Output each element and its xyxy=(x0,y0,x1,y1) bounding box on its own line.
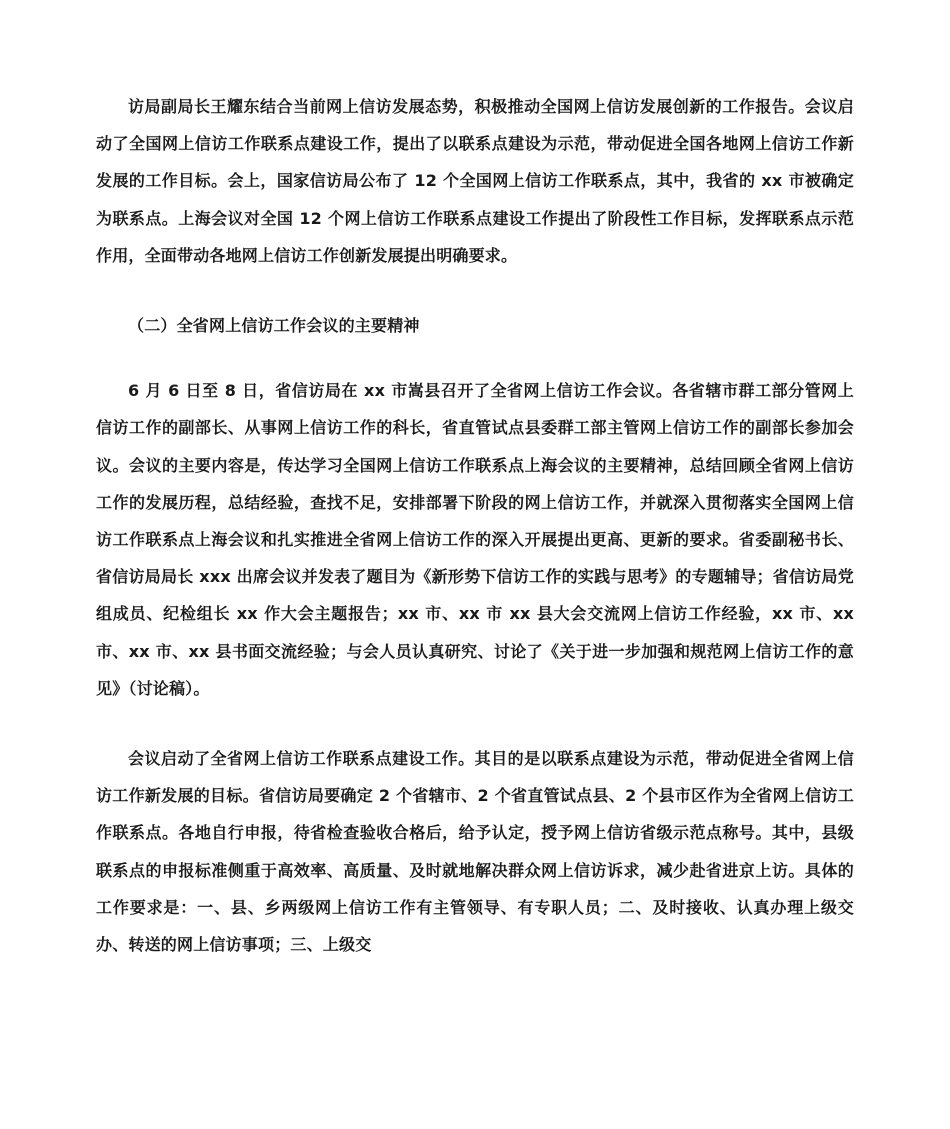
paragraph-spacer xyxy=(96,274,854,307)
paragraph-3: 会议启动了全省网上信访工作联系点建设工作。其目的是以联系点建设为示范，带动促进全省网上信访工作新发展的目标。省信访局要确定 2 个省辖市、2 个省直管试点县、2 个县市区作为全省网上信访工作联系点。各地自行申报，待省检查验收合格后，给予认定，授予网上信访省级示范点称号。其中，县级联系点的申报标准侧重于高效率、高质量、及时就地解决群众网上信访诉求，减少赴省进京上访。具体的工作要求是：一、县、乡两级网上信访工作有主管领导、有专职人员；二、及时接收、认真办理上级交办、转送的网上信访事项；三、上级交 xyxy=(96,749,854,955)
paragraph-2: 6 月 6 日至 8 日，省信访局在 xx 市嵩县召开了全省网上信访工作会议。各省辖市群工部分管网上信访工作的副部长、从事网上信访工作的科长，省直管试点县委群工部主管网上信访工作的副部长参加会议。会议的主要内容是，传达学习全国网上信访工作联系点上海会议的主要精神，总结回顾全省网上信访工作的发展历程，总结经验，查找不足，安排部署下阶段的网上信访工作，并就深入贯彻落实全国网上信访工作联系点上海会议和扎实推进全省网上信访工作的深入开展提出更高、更新的要求。省委副秘书长、省信访局局长 xxx 出席会议并发表了题目为《新形势下信访工作的实践与思考》的专题辅导；省信访局党组成员、纪检组长 xx 作大会主题报告；xx 市、xx 市 xx 县大会交流网上信访工作经验，xx 市、xx 市、xx 市、xx 县书面交流经验；与会人员认真研究、讨论了《关于进一步加强和规范网上信访工作的意见》（讨论稿）。 xyxy=(96,381,854,698)
paragraph-1: 访局副局长王耀东结合当前网上信访发展态势，积极推动全国网上信访发展创新的工作报告。会议启动了全国网上信访工作联系点建设工作，提出了以联系点建设为示范，带动促进全国各地网上信访工作新发展的工作目标。会上，国家信访局公布了 12 个全国网上信访工作联系点，其中，我省的 xx 市被确定为联系点。上海会议对全国 12 个网上信访工作联系点建设工作提出了阶段性工作目标，发挥联系点示范作用，全面带动各地网上信访工作创新发展提出明确要求。 xyxy=(96,97,854,265)
section-heading: （二）全省网上信访工作会议的主要精神 xyxy=(128,316,420,336)
paragraph-spacer xyxy=(96,344,854,372)
document-body xyxy=(96,88,854,963)
paragraph-spacer xyxy=(96,707,854,740)
